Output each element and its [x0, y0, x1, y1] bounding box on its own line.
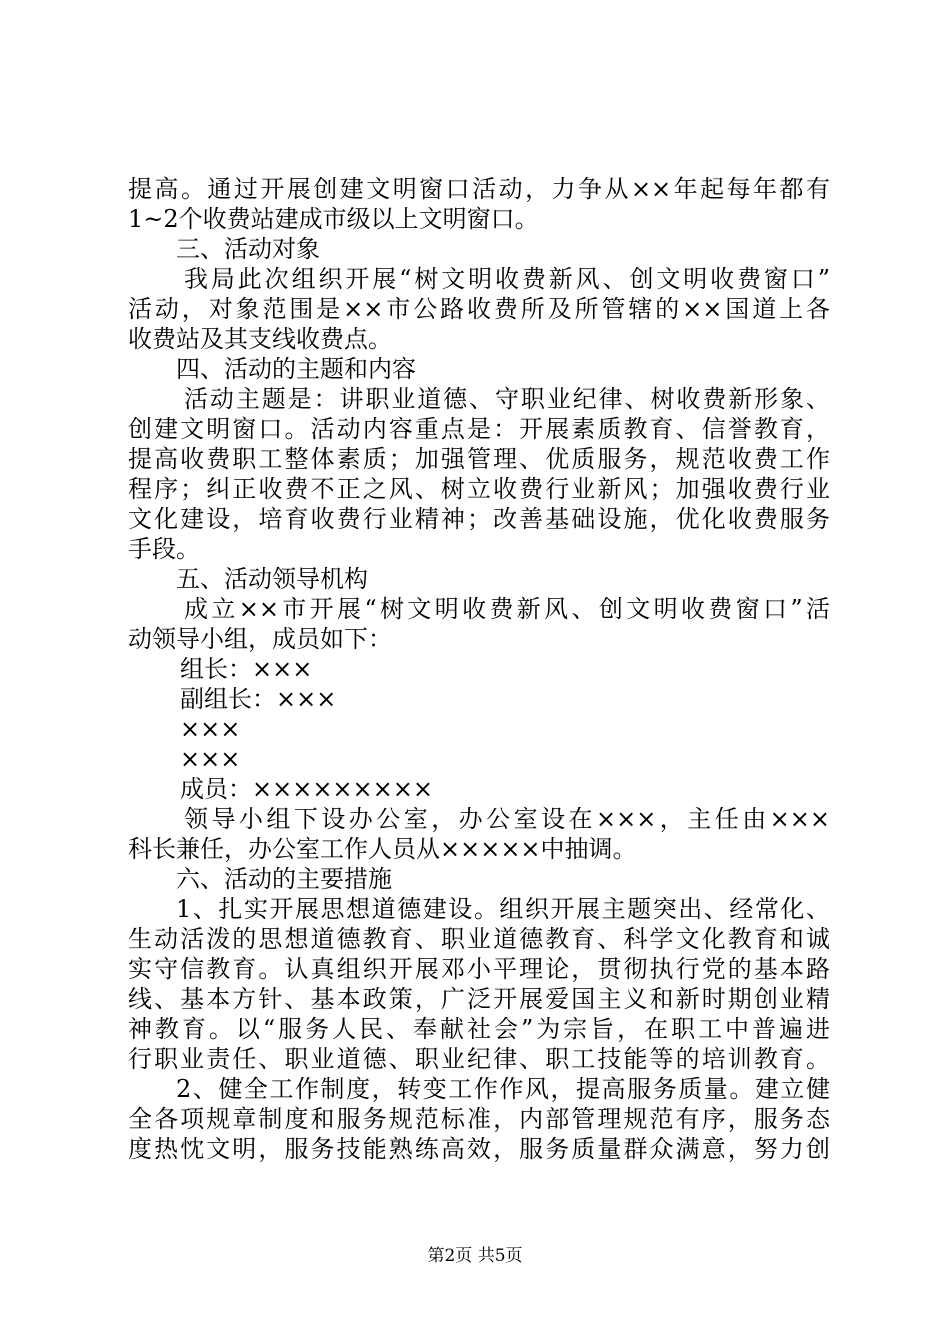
text-line: 线、基本方针、基本政策，广泛开展爱国主义和新时期创业精: [128, 985, 830, 1013]
section-heading: 四、活动的主题和内容: [176, 355, 416, 383]
page-number-footer: 第2页 共5页: [427, 1246, 523, 1266]
text-line: 文化建设，培育收费行业精神；改善基础设施，优化收费服务: [128, 505, 830, 533]
paragraph-start: 我局此次组织开展“树文明收费新风、创文明收费窗口”: [184, 265, 830, 293]
member-line: 组长：×××: [180, 655, 313, 683]
text-line: 提高收费职工整体素质；加强管理、优质服务，规范收费工作: [128, 445, 830, 473]
text-line: 程序；纠正收费不正之风、树立收费行业新风；加强收费行业: [128, 475, 830, 503]
member-line: ×××: [180, 745, 241, 773]
text-line: 收费站及其支线收费点。: [128, 325, 392, 353]
text-line: 1~2个收费站建成市级以上文明窗口。: [128, 205, 539, 233]
section-heading: 六、活动的主要措施: [176, 865, 392, 893]
member-line: 成员：×××××××××: [180, 775, 433, 803]
paragraph-start: 领导小组下设办公室，办公室设在×××，主任由×××: [184, 805, 830, 833]
paragraph-start: 1、扎实开展思想道德建设。组织开展主题突出、经常化、: [176, 895, 830, 923]
text-line: 提高。通过开展创建文明窗口活动，力争从××年起每年都有: [128, 175, 830, 203]
text-line: 科长兼任，办公室工作人员从×××××中抽调。: [128, 835, 637, 863]
text-line: 手段。: [128, 535, 200, 563]
text-line: 神教育。以“服务人民、奉献社会”为宗旨，在职工中普遍进: [128, 1015, 830, 1043]
text-line: 实守信教育。认真组织开展邓小平理论，贯彻执行党的基本路: [128, 955, 830, 983]
paragraph-start: 成立××市开展“树文明收费新风、创文明收费窗口”活: [184, 595, 830, 623]
text-line: 全各项规章制度和服务规范标准，内部管理规范有序，服务态: [128, 1105, 830, 1133]
text-line: 度热忱文明，服务技能熟练高效，服务质量群众满意，努力创: [128, 1135, 830, 1163]
member-line: ×××: [180, 715, 241, 743]
document-body: [128, 174, 830, 1164]
member-line: 副组长：×××: [180, 685, 337, 713]
text-line: 活动，对象范围是××市公路收费所及所管辖的××国道上各: [128, 295, 830, 323]
paragraph-start: 2、健全工作制度，转变工作作风，提高服务质量。建立健: [176, 1075, 830, 1103]
section-heading: 三、活动对象: [176, 235, 320, 263]
text-line: 行职业责任、职业道德、职业纪律、职工技能等的培训教育。: [128, 1045, 830, 1073]
section-heading: 五、活动领导机构: [176, 565, 368, 593]
paragraph-start: 活动主题是：讲职业道德、守职业纪律、树收费新形象、: [184, 385, 830, 413]
text-line: 创建文明窗口。活动内容重点是：开展素质教育、信誉教育，: [128, 415, 830, 443]
text-line: 生动活泼的思想道德教育、职业道德教育、科学文化教育和诚: [128, 925, 830, 953]
text-line: 动领导小组，成员如下：: [128, 625, 392, 653]
